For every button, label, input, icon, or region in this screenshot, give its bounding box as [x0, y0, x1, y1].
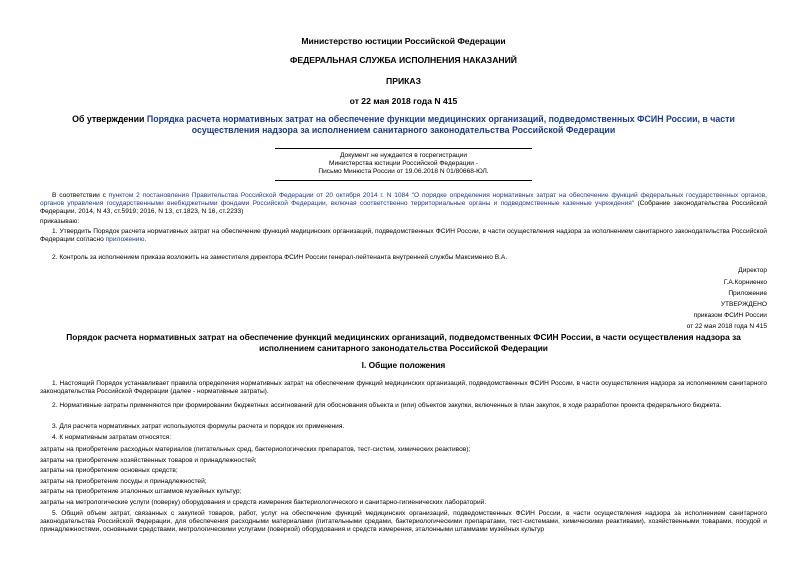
document-date-number: от 22 мая 2018 года N 415	[349, 96, 458, 106]
list-item: затраты на приобретение хозяйственных товаров и принадлежностей;	[40, 456, 257, 464]
appendix-link[interactable]: приложению	[105, 236, 145, 244]
title-link[interactable]: Порядка расчета нормативных затрат на обеспечение функции медицинских организаций, подведомственных ФСИН России, в части осуществления надзора за исполнением санитарного законодательства Российской Федерации	[146, 114, 735, 135]
registration-note	[275, 152, 532, 177]
orders-word: приказываю:	[40, 218, 80, 225]
paragraph-4-text: 4. К нормативным затратам относятся:	[52, 434, 172, 441]
ministry-name: Министерство юстиции Российской Федерации	[301, 36, 506, 46]
divider-top	[275, 148, 532, 149]
paragraph-2	[40, 402, 767, 410]
preamble-paragraph	[40, 192, 767, 217]
paragraph-5-text: 5. Общий объем затрат, связанных с закупкой товаров, работ, услуг на обеспечение функций медицинских организаций, подведомственных ФСИН России, в части осуществления надзора за исполнением санитарного законодательства Российской Федерации, для обеспечения расходными материалами (питательными средами, бактериологическими препаратами, тест-системами, химическими реактивами), хозяйственными товарами, посудой и принадлежностями, основными средствами, метрологическими услугами (поверкой) оборудования и средств измерения, эталонными штаммами музейных культур	[40, 510, 767, 534]
list-item: затраты на приобретение расходных материалов (питательных сред, бактериологических препаратов, тест-систем, химических реактивов);	[40, 446, 471, 453]
registration-note-line1: Документ не нуждается в госрегистрации	[339, 152, 468, 159]
approved-by-order: приказом ФСИН России	[693, 312, 767, 319]
title-prefix: Об утверждении	[72, 114, 147, 124]
order-item-2-text: 2. Контроль за исполнением приказа возложить на заместителя директора ФСИН России генерал-лейтенанта внутренней службы Максименко В.А.	[52, 254, 508, 261]
appendix-title: Порядок расчета нормативных затрат на обеспечение функций медицинских организаций, подведомственных ФСИН России, в части осуществления надзора за исполнением санитарного законодательства Российской Федерации	[66, 332, 741, 353]
order-item-1-text: 1. Утвердить Порядок расчета нормативных затрат на обеспечение функций медицинских организаций, подведомственных ФСИН России, в части осуществления надзора за исполнением санитарного законодательства Российской Федерации согласно	[40, 228, 767, 244]
list-item: затраты на приобретение эталонных штаммов музейных культур;	[40, 488, 242, 496]
paragraph-3	[40, 423, 767, 431]
approved-date: от 22 мая 2018 года N 415	[686, 323, 767, 330]
preamble-part2: (Собрание законодательства Российской Федерации, 2014, N 43, ст.5919; 2016, N 13, ст.1823, N 16, ст.2233)	[40, 200, 767, 216]
approved-label: УТВЕРЖДЕНО	[720, 301, 767, 308]
appendix-label: Приложение	[728, 290, 767, 297]
signature-name: Г.А.Корниенко	[723, 279, 767, 286]
service-name: ФЕДЕРАЛЬНАЯ СЛУЖБА ИСПОЛНЕНИЯ НАКАЗАНИЙ	[290, 55, 517, 65]
paragraph-1	[40, 380, 767, 396]
signature-position: Директор	[738, 267, 767, 274]
list-item: затраты на приобретение основных средств;	[40, 467, 178, 475]
paragraph-5	[40, 510, 767, 535]
paragraph-3-text: 3. Для расчета нормативных затрат используются формулы расчета и порядок их применения.	[52, 423, 345, 430]
document-title	[60, 114, 747, 135]
divider-bottom	[275, 180, 532, 181]
order-item-1-end: .	[144, 236, 147, 244]
preamble-part1: В соответствии с	[52, 192, 109, 199]
order-item-2	[40, 254, 767, 262]
paragraph-1-text: 1. Настоящий Порядок устанавливает правила определения нормативных затрат на обеспечение функций медицинских организаций, подведомственных ФСИН России, в части осуществления надзора за исполнением санитарного законодательства Российской Федерации (далее - нормативные затраты).	[40, 380, 767, 396]
section-heading: I. Общие положения	[361, 360, 446, 370]
paragraph-2-text: 2. Нормативные затраты применяются при формировании бюджетных ассигнований для обоснования объекта и (или) объектов закупки, включенных в план закупок, в ходе разработки проекта федерального бюджета.	[52, 402, 722, 409]
order-item-1	[40, 228, 767, 244]
paragraph-4	[40, 434, 767, 442]
preamble-link[interactable]: пунктом 2 постановления Правительства Российской Федерации от 20 октября 2014 г. N 1084 "О порядке определения нормативных затрат на обеспечение функций федеральных государственных органов, органов управления государственными внебюджетными фондами Российской Федерации, включая соответственно территориальные органы и подведомственные казенные учреждения"	[40, 192, 768, 208]
cost-list	[40, 445, 486, 509]
list-item: затраты на метрологические услуги (поверку) оборудования и средств измерения бактериологического и санитарно-гигиенических лабораторий.	[40, 498, 487, 506]
registration-note-line3: Письмо Минюста России от 19.06.2018 N 01/80668-ЮЛ.	[318, 168, 489, 176]
registration-note-line2: Министерства юстиции Российской Федерации -	[329, 160, 478, 168]
document-type: ПРИКАЗ	[386, 76, 421, 86]
list-item: затраты на приобретение посуды и принадлежностей;	[40, 477, 207, 485]
